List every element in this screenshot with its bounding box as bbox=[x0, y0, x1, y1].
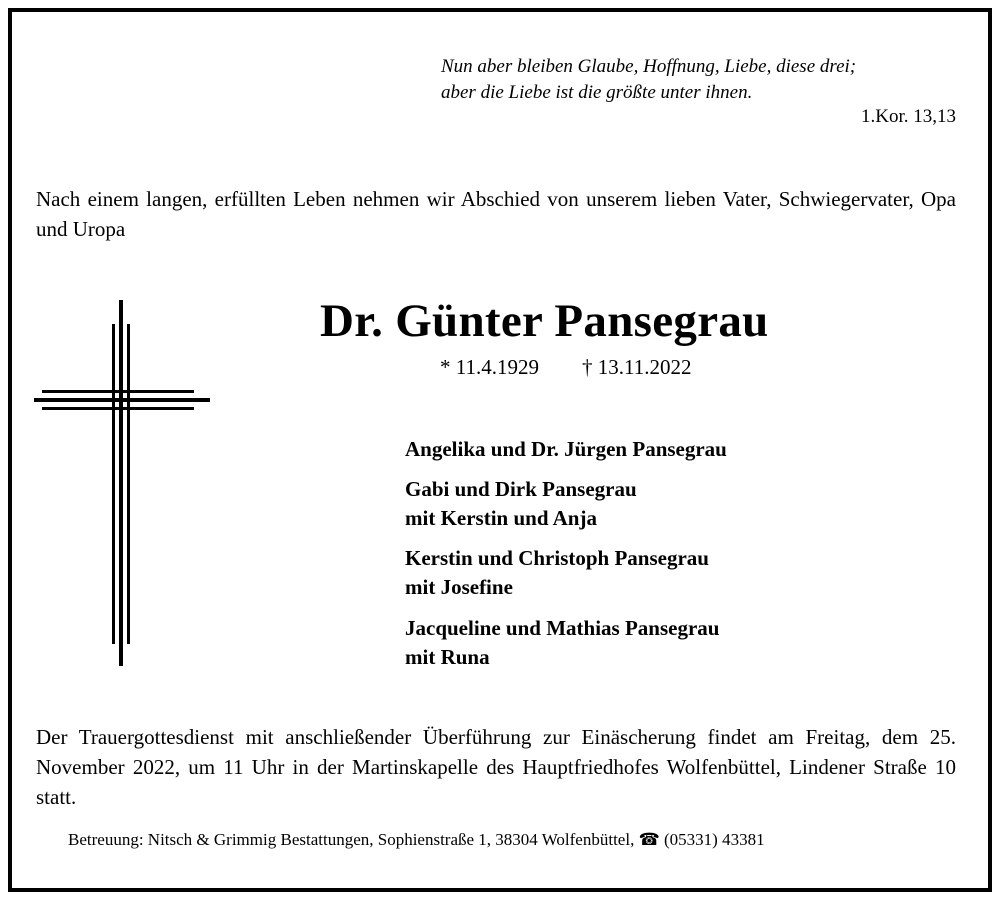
family-entry-line: mit Josefine bbox=[405, 575, 513, 599]
footer-line bbox=[68, 830, 765, 850]
family-entry-line: Jacqueline und Mathias Pansegrau bbox=[405, 616, 720, 640]
family-entry-2 bbox=[405, 475, 637, 533]
verse-line-2: aber die Liebe ist die größte unter ihnen. bbox=[441, 82, 753, 103]
family-entry-line: Angelika und Dr. Jürgen Pansegrau bbox=[405, 437, 727, 461]
family-entry-line: Gabi und Dirk Pansegrau bbox=[405, 477, 637, 501]
death-date: † 13.11.2022 bbox=[582, 355, 692, 379]
family-entry-1 bbox=[405, 435, 727, 464]
footer-phone: (05331) 43381 bbox=[664, 830, 765, 849]
family-entry-line: mit Runa bbox=[405, 645, 490, 669]
birth-date: * 11.4.1929 bbox=[440, 355, 539, 379]
verse-line-1: Nun aber bleiben Glaube, Hoffnung, Liebe, diese drei; bbox=[441, 56, 857, 77]
family-entry-line: mit Kerstin und Anja bbox=[405, 506, 597, 530]
deceased-name: Dr. Günter Pansegrau bbox=[320, 295, 769, 347]
family-entry-line: Kerstin und Christoph Pansegrau bbox=[405, 546, 709, 570]
verse-reference: 1.Kor. 13,13 bbox=[861, 106, 956, 127]
intro-text: Nach einem langen, erfüllten Leben nehmen wir Abschied von unserem lieben Vater, Schwiegervater, Opa und Uropa bbox=[36, 187, 956, 241]
service-details: Der Trauergottesdienst mit anschließender Überführung zur Einäscherung findet am Freitag, dem 25. November 2022, um 11 Uhr in der Martinskapelle des Hauptfriedhofes Wolfenbüttel, Lindener Straße 10 statt. bbox=[36, 725, 956, 809]
cross-icon bbox=[34, 300, 210, 666]
family-entry-4 bbox=[405, 614, 719, 672]
footer-text: Betreuung: Nitsch & Grimmig Bestattungen, Sophienstraße 1, 38304 Wolfenbüttel, bbox=[68, 830, 635, 849]
telephone-icon: ☎ bbox=[638, 830, 660, 849]
family-entry-3 bbox=[405, 544, 709, 602]
